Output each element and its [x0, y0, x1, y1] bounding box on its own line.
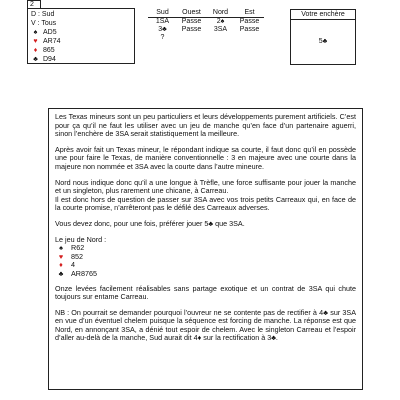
vulnerability-line: V : Tous	[31, 20, 57, 27]
auction-table	[148, 9, 273, 49]
club-icon: ♣	[58, 268, 64, 278]
north-hand	[55, 236, 356, 279]
auction-row	[148, 34, 264, 42]
answer-header: Votre enchère	[291, 10, 355, 20]
bid: Passe	[181, 26, 202, 33]
north-suit-row	[57, 261, 356, 270]
suit-cards: 865	[43, 47, 55, 54]
paragraph: Après avoir fait un Texas mineur, le répondant indique sa courte, il faut donc qu’il en possède une pour faire le Texas, de manière conventionnelle : 3 en majeure avec une courte dans la majeure non nommée et 3SA avec la courte dans l’autre mineure.	[55, 144, 356, 171]
bid: 3♣	[158, 26, 167, 33]
bid: 1SA	[155, 18, 170, 25]
dealer-line: D : Sud	[31, 11, 55, 18]
bid	[177, 34, 206, 42]
diamond-icon: ♦	[59, 260, 63, 270]
explanation-box	[48, 108, 363, 390]
bid	[235, 34, 264, 42]
hand-suit-row	[31, 55, 131, 64]
suit-cards: 852	[71, 251, 83, 261]
bid: 3SA	[213, 26, 228, 33]
paragraph: Vous devez donc, pour une fois, préférer jouer 5♣ que 3SA.	[55, 218, 245, 228]
spade-icon: ♠	[33, 29, 38, 36]
paragraph: Les Texas mineurs sont un peu particuliers et leurs développements purement artificiels. C’est pour ça qu’il ne faut les utiliser avec un jeu de manche qu’en face d’un partenaire aguerri, sinon l’enchère de 3SA serait statistiquement la meilleure.	[55, 112, 356, 139]
diamond-icon: ♦	[33, 47, 38, 54]
suit-cards: R62	[71, 243, 85, 253]
auction-header-north: Nord	[206, 9, 235, 18]
suit-cards: AR8765	[71, 268, 97, 278]
spade-icon: ♠	[59, 243, 63, 253]
answer-box	[290, 9, 356, 65]
bid: ?	[160, 34, 165, 41]
north-suit-row	[57, 244, 356, 253]
bid: Passe	[181, 18, 202, 25]
hand-box	[27, 8, 135, 64]
auction-header-south: Sud	[148, 9, 177, 18]
bid: 2♠	[216, 18, 225, 25]
heart-icon: ♥	[33, 38, 38, 45]
deal-number: 2	[27, 0, 41, 9]
suit-cards: 4	[71, 260, 75, 270]
north-hand-title: Le jeu de Nord :	[55, 234, 107, 244]
answer-value: 5♣	[318, 38, 328, 45]
auction-header-row	[148, 9, 264, 18]
north-suit-row	[57, 270, 356, 279]
suit-cards: AD5	[43, 29, 57, 36]
heart-icon: ♥	[58, 251, 64, 261]
bid: Passe	[239, 26, 260, 33]
suit-cards: AR74	[43, 38, 61, 45]
paragraph: Nord nous indique donc qu’il a une longue à Trèfle, une force suffisante pour jouer la manche et un singleton, plus rarement une chicane, à Carreau.	[55, 177, 356, 196]
auction-header-east: Est	[235, 9, 264, 18]
paragraph: Onze levées facilement réalisables sans partage exotique et un contrat de 3SA qui chute toujours sur entame Carreau.	[55, 283, 356, 302]
bid: Passe	[239, 18, 260, 25]
club-icon: ♣	[33, 56, 38, 63]
bid	[206, 34, 235, 42]
suit-cards: D94	[43, 56, 56, 63]
auction-row	[148, 18, 264, 27]
paragraph: NB : On pourrait se demander pourquoi l’ouvreur ne se contente pas de rectifier à 4♣ sur 3SA en vue d’un éventuel chelem puisque la séquence est forcing de manche. La réponse est que Nord, en annonçant 3SA, a dénié tout espoir de chelem. Avec le singleton Carreau et l’espoir d’aller au-delà de la manche, Sud aurait dit 4♦ sur la rectification à 3♣.	[55, 307, 356, 343]
north-suit-row	[57, 253, 356, 262]
auction-header-west: Ouest	[177, 9, 206, 18]
paragraph: Il est donc hors de question de passer sur 3SA avec vos trois petits Carreaux qui, en face de la courte promise, n’arrêteront pas le défilé des Carreaux adverses.	[55, 194, 356, 213]
auction-row	[148, 26, 264, 34]
hand-suit-row	[31, 37, 131, 46]
hand-suit-row	[31, 46, 131, 55]
hand-suit-row	[31, 28, 131, 37]
